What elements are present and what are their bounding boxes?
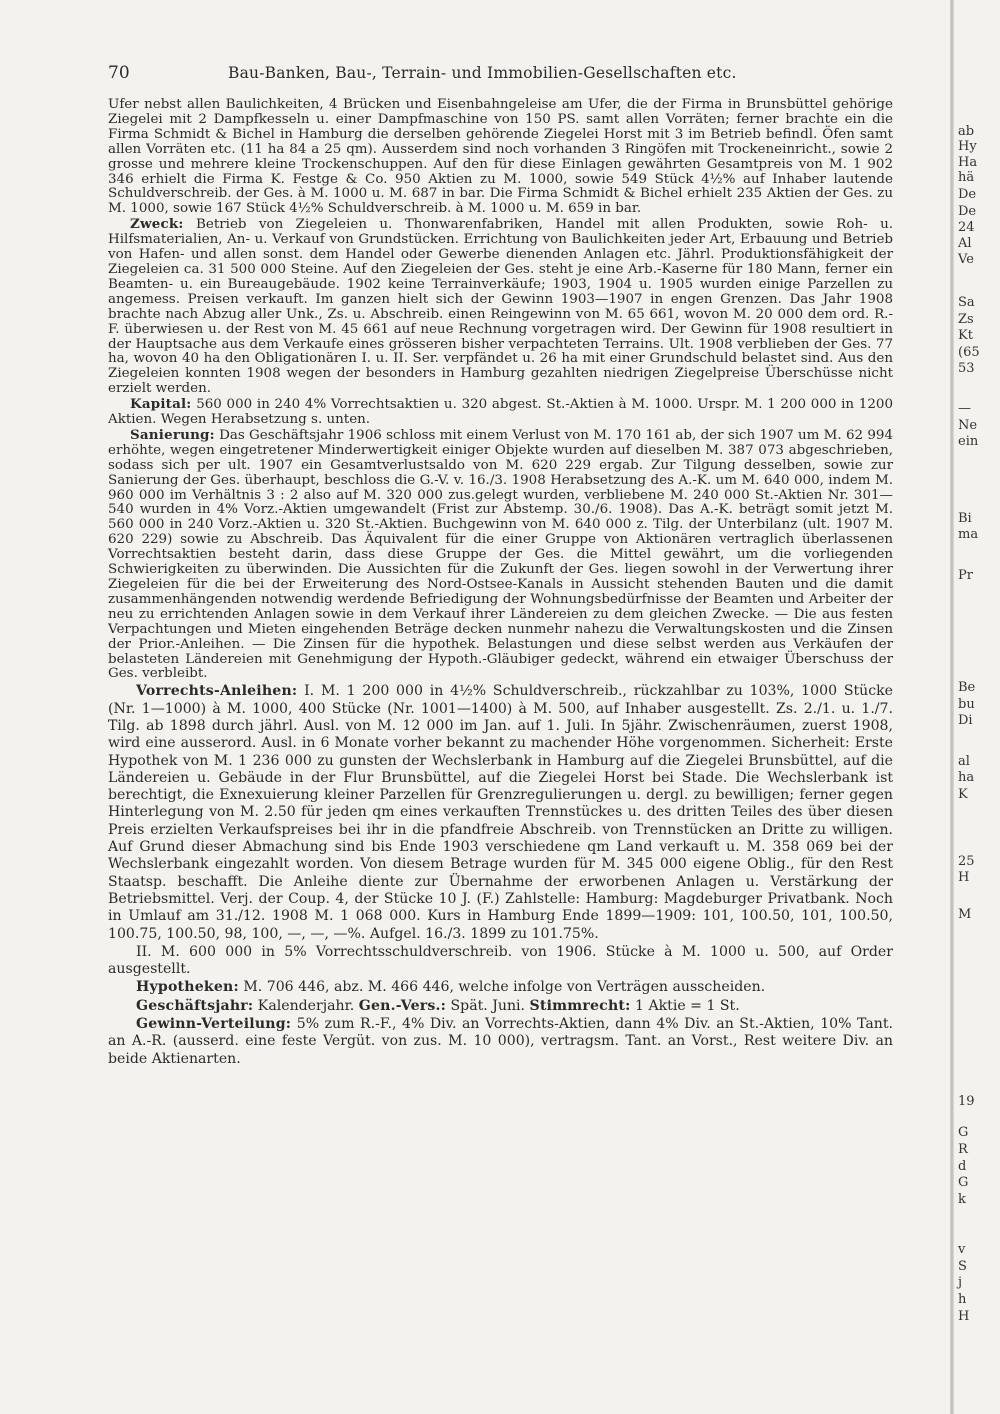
margin-fragment: Be	[958, 680, 976, 695]
section-label: Zweck:	[130, 216, 184, 233]
margin-fragment: De	[958, 204, 977, 219]
section-gewinn-verteilung	[108, 1016, 893, 1068]
section-geschaeftsjahr	[108, 998, 893, 1015]
section-anleihe-ii	[108, 944, 893, 979]
margin-fragment: Ve	[958, 252, 974, 267]
margin-fragment: M	[958, 907, 972, 922]
margin-fragment: hä	[958, 170, 975, 185]
margin-fragment: Zs	[958, 312, 974, 327]
running-title: Bau-Banken, Bau-, Terrain- und Immobilien-Gesellschaften etc.	[228, 64, 737, 82]
margin-fragment: v	[958, 1242, 966, 1257]
adjacent-page-fragments	[955, 0, 1000, 1414]
section-text: II. M. 600 000 in 5% Vorrechtsschuldverschreib. von 1906. Stücke à M. 1000 u. 500, auf Order ausgestellt.	[108, 943, 893, 978]
margin-fragment: 53	[958, 361, 975, 376]
margin-fragment: ab	[958, 124, 975, 139]
margin-fragment: Bi	[958, 511, 972, 526]
margin-fragment: H	[958, 1309, 970, 1324]
section-text: Kalenderjahr.	[257, 997, 359, 1014]
margin-fragment: Pr	[958, 568, 973, 583]
section-text-stimmrecht: 1 Aktie = 1 St.	[635, 997, 740, 1014]
margin-fragment: 19	[958, 1094, 975, 1109]
section-text: Das Geschäftsjahr 1906 schloss mit einem Verlust von M. 170 161 ab, der sich 1907 um M. 62 994 erhöhte, wegen eingetretener Minderwertigkeit einiger Objekte wurden auf dieselben M. 387 073 abgeschrieben, sodass sich per ult. 1907 ein Gesamtverlustsaldo von M. 620 229 ergab. Zur Tilgung desselben, sowie zur Sanierung der Ges. überhaupt, beschloss die G.-V. v. 16./3. 1908 Herabsetzung des A.-K. um M. 640 000, indem M. 960 000 im Verhältnis 3 : 2 also auf M. 320 000 zus.gelegt wurden, verbliebene M. 240 000 St.-Aktien Nr. 301—540 wurden in 4% Vorz.-Aktien umgewandelt (Frist zur Abstemp. 30./6. 1908). Das A.-K. beträgt somit jetzt M. 560 000 in 240 Vorz.-Aktien u. 320 St.-Aktien. Buchgewinn von M. 640 000 z. Tilg. der Unterbilanz (ult. 1907 M. 620 229) sowie zu Abschreib. Das Äquivalent für die einer Gruppe von Aktionären vertraglich überlassenen Vorrechtsaktien besteht darin, dass diese Gruppe der Ges. die Mittel gewährt, um die vorliegenden Schwierigkeiten zu überwinden. Die Aussichten für die Zukunft der Ges. liegen sowohl in der Verwertung ihrer Ziegeleien für die bei der Erweiterung des Nord-Ostsee-Kanals in Aussicht stehenden Bauten und die damit zusammenhängenden notwendig werdende Befriedigung der Wohnungsbedürfnisse der Beamten und Arbeiter der neu zu errichtenden Anlagen sowie in dem Verkauf ihrer Ländereien zu dem gleichen Zwecke. — Die aus festen Verpachtungen und Mieten eingehenden Beträge decken nunmehr nahezu die Verwaltungskosten und die Zinsen der Prior.-Anleihen. — Die Zinsen für die hypothek. Belastungen und diese selbst werden aus Verkäufen der belasteten Ländereien mit Genehmigung der Hypoth.-Gläubiger gedeckt, während ein etwaiger Überschuss der Ges. verbleibt.	[108, 427, 893, 682]
section-label: Gewinn-Verteilung:	[136, 1015, 292, 1032]
margin-fragment: h	[958, 1292, 967, 1307]
section-hypotheken	[108, 979, 893, 996]
section-label-stimmrecht: Stimmrecht:	[529, 997, 631, 1014]
section-label: Vorrechts-Anleihen:	[136, 683, 298, 700]
section-kapital	[108, 397, 893, 428]
section-text: 5% zum R.-F., 4% Div. an Vorrechts-Aktien, dann 4% Div. an St.-Aktien, 10% Tant. an A.-R. (ausserd. eine feste Vergüt. von zus. M. 10 000), vertragsm. Tant. an Vorst., Rest weitere Div. an beide Aktienarten.	[108, 1015, 893, 1067]
margin-fragment: Ne	[958, 418, 978, 433]
section-label: Kapital:	[130, 396, 192, 413]
margin-fragment: Di	[958, 713, 973, 728]
page-number: 70	[108, 63, 130, 83]
margin-fragment: al	[958, 754, 970, 769]
margin-fragment: G	[958, 1125, 969, 1140]
margin-fragment: Kt	[958, 328, 973, 343]
margin-fragment: j	[958, 1275, 963, 1290]
section-text-gen-vers: Spät. Juni.	[450, 997, 530, 1014]
margin-fragment: Sa	[958, 295, 975, 310]
section-label: Geschäftsjahr:	[136, 997, 254, 1014]
paragraph-text: Ufer nebst allen Baulichkeiten, 4 Brücken und Eisenbahngeleise am Ufer, die der Firma in Brunsbüttel gehörige Ziegelei mit 2 Dampfkesseln u. einer Dampfmaschine von 150 PS. samt allen Vorräten; ferner brachte ein die Firma Schmidt & Bichel in Hamburg die derselben gehörende Ziegelei Horst mit 3 im Betrieb befindl. Öfen samt allen Vorräten etc. (11 ha 84 a 25 qm). Ausserdem sind noch vorhanden 3 Ringöfen mit Trockeneinricht., sowie 2 grosse und mehrere kleine Trockenschuppen. Auf den für diese Einlagen gewährten Gesamtpreis von M. 1 902 346 erhielt die Firma K. Festge & Co. 950 Aktien zu M. 1000, sowie 549 Stück 4½% auf Inhaber lautende Schuldverschreib. der Ges. à M. 1000 u. M. 687 in bar. Die Firma Schmidt & Bichel erhielt 235 Aktien der Ges. zu M. 1000, sowie 167 Stück 4½% Schuldverschreib. à M. 1000 u. M. 659 in bar.	[108, 97, 893, 217]
margin-fragment: Al	[958, 236, 972, 251]
margin-fragment: Hy	[958, 139, 977, 154]
margin-fragment: 24	[958, 220, 975, 235]
margin-fragment: 25	[958, 854, 975, 869]
margin-fragment: ha	[958, 770, 975, 785]
section-label: Hypotheken:	[136, 979, 239, 996]
margin-fragment: ein	[958, 434, 979, 449]
margin-fragment: d	[958, 1159, 967, 1174]
section-text: I. M. 1 200 000 in 4½% Schuldverschreib., rückzahlbar zu 103%, 1000 Stücke (Nr. 1—1000) à M. 1000, 400 Stücke (Nr. 1001—1400) à M. 500, auf Inhaber ausgestellt. Zs. 2./1. u. 1./7. Tilg. ab 1898 durch jährl. Ausl. von M. 12 000 im Jan. auf 1. Juli. In 5jähr. Zwischenräumen, zuerst 1908, wird eine ausserord. Ausl. in 6 Monate vorher bekannt zu machender Höhe vorgenommen. Sicherheit: Erste Hypothek von M. 1 236 000 zu gunsten der Wechslerbank in Hamburg auf die Ziegelei Brunsbüttel, auf die Ländereien u. Gebäude in der Flur Brunsbüttel, auf die Ziegelei Horst bei Stade. Die Wechslerbank ist berechtigt, die Exnexuierung kleiner Parzellen für Grenzregulierungen u. dergl. zu bewilligen; ferner gegen Hinterlegung von M. 2.50 für jeden qm eines verkauften Trennstückes u. des dritten Teiles des über diesen Preis erzielten Verkaufspreises bei ihr in die pfandfreie Abschreib. von Trennstücken an Dritte zu willigen. Auf Grund dieser Abmachung sind bis Ende 1903 verschiedene qm Land verkauft u. M. 358 069 bei der Wechslerbank eingezahlt worden. Von diesem Betrage wurden für M. 345 000 eigene Oblig., für den Rest Staatsp. beschafft. Die Anleihe diente zur Übernahme der erworbenen Anlagen u. Verstärkung der Betriebsmittel. Verj. der Coup. 4, der Stücke 10 J. (F.) Zahlstelle: Hamburg: Magdeburger Privatbank. Noch in Umlauf am 31./12. 1908 M. 1 068 000. Kurs in Hamburg Ende 1899—1909: 101, 100.50, 101, 100.50, 100.75, 100.50, 98, 100, —, —, —%. Aufgel. 16./3. 1899 zu 101.75%.	[108, 683, 893, 942]
section-text: M. 706 446, abz. M. 466 446, welche infolge von Verträgen ausscheiden.	[243, 979, 766, 996]
margin-fragment: K	[958, 787, 968, 802]
margin-fragment: —	[958, 401, 971, 416]
margin-fragment: k	[958, 1192, 966, 1207]
section-label-gen-vers: Gen.-Vers.:	[358, 997, 447, 1014]
paragraph-intro	[108, 98, 893, 217]
section-text: 560 000 in 240 4% Vorrechtsaktien u. 320 abgest. St.-Aktien à M. 1000. Urspr. M. 1 200 000 in 1200 Aktien. Wegen Herabsetzung s. unten.	[108, 397, 893, 428]
margin-fragment: G	[958, 1175, 969, 1190]
margin-fragment: ma	[958, 527, 979, 542]
margin-fragment: (65	[958, 345, 980, 360]
section-sanierung	[108, 428, 893, 682]
margin-fragment: bu	[958, 697, 975, 712]
section-label: Sanierung:	[130, 426, 215, 443]
margin-fragment: S	[958, 1259, 967, 1274]
article-body	[108, 98, 893, 1068]
margin-fragment: Ha	[958, 155, 978, 170]
section-text: Betrieb von Ziegeleien u. Thonwarenfabriken, Handel mit allen Produkten, sowie Roh- u. Hilfsmaterialien, An- u. Verkauf von Grundstücken. Errichtung von Baulichkeiten jeder Art, Erbauung und Betrieb von Hafen- und allen sonst. dem Handel oder Gewerbe dienenden Anlagen etc. Jährl. Produktionsfähigkeit der Ziegeleien ca. 31 500 000 Steine. Auf den Ziegeleien der Ges. steht je eine Arb.-Kaserne für 180 Mann, ferner ein Beamten- u. ein Bureaugebäude. 1902 keine Terrainverkäufe; 1903, 1904 u. 1905 wurden einige Parzellen zu angemess. Preisen verkauft. Im ganzen hielt sich der Gewinn 1903—1907 in engen Grenzen. Das Jahr 1908 brachte nach Abzug aller Unk., Zs. u. Abschreib. einen Reingewinn von M. 65 661, wovon M. 20 000 dem ord. R.-F. überwiesen u. der Rest von M. 45 661 auf neue Rechnung vorgetragen wird. Der Gewinn für 1908 resultiert in der Hauptsache aus dem Verkaufe eines grösseren bisher verpachteten Terrains. Ult. 1908 verblieben der Ges. 77 ha, wovon 40 ha den Obligationären I. u. II. Ser. verpfändet u. 26 ha mit einer Grundschuld belastet sind. Aus den Ziegeleien konnten 1908 wegen der besonders in Hamburg gezahlten niedrigen Ziegelpreise Überschüsse nicht erzielt werden.	[108, 217, 893, 397]
section-zweck	[108, 217, 893, 397]
margin-fragment: H	[958, 870, 970, 885]
margin-fragment: De	[958, 187, 977, 202]
margin-fragment: R	[958, 1142, 968, 1157]
page-fold-shadow	[950, 0, 954, 1414]
page-header	[108, 60, 928, 86]
section-vorrechts-anleihen	[108, 683, 893, 942]
